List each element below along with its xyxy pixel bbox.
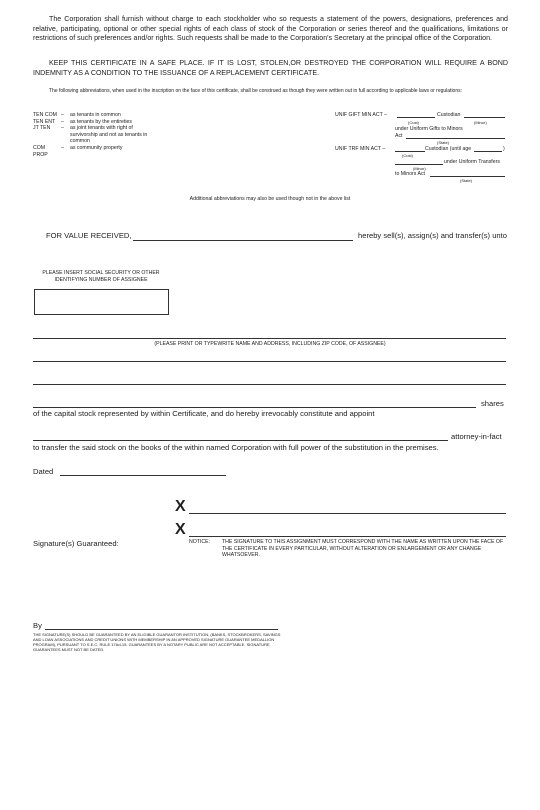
assignor-name-line[interactable] bbox=[133, 240, 353, 241]
utma-custodian-line[interactable] bbox=[395, 151, 425, 152]
ugma-cust-caption: (Cust) bbox=[408, 120, 419, 125]
abbreviation-text: as community property bbox=[70, 144, 123, 151]
abbreviation-key: JT TEN bbox=[33, 125, 51, 132]
attorney-in-fact-label: attorney-in-fact bbox=[451, 432, 502, 441]
abbreviation-text: as tenants in common bbox=[70, 112, 121, 118]
abbreviations-list bbox=[33, 112, 183, 158]
signature-line-2[interactable] bbox=[189, 536, 506, 537]
guarantee-footnote: THE SIGNATURE(S) SHOULD BE GUARANTEED BY AN ELIGIBLE GUARANTOR INSTITUTION, (BANKS, STOCKBROKERS, SAVINGS AND LOAN ASSOCIATIONS AND CREDIT UNIONS WITH MEMBERSHIP IN AN APPROVED SIGNATURE GUARANTEE MEDALLION PROGRAM), PURSUANT TO S.E.C. RULE 17Ad-15. GUARANTEES BY A NOTARY PUBLIC ARE NOT ACCEPTABLE. SIGNATURE GUARANTEES MUST NOT BE DATED. bbox=[33, 632, 281, 652]
utma-state-line[interactable] bbox=[430, 176, 505, 177]
utma-minor-line[interactable] bbox=[395, 164, 443, 165]
ugma-act-label: Act bbox=[395, 133, 403, 139]
utma-cust-caption: (Cust) bbox=[402, 153, 413, 158]
ugma-minor-line[interactable] bbox=[464, 117, 505, 118]
shares-label: shares bbox=[481, 399, 504, 408]
abbreviation-key: COM PROP bbox=[33, 144, 48, 158]
utma-label: UNIF TRF MIN ACT – bbox=[335, 146, 386, 152]
utma-close-paren: ) bbox=[503, 146, 505, 152]
by-label: By bbox=[33, 621, 42, 630]
signature-x-mark-2: X bbox=[175, 521, 186, 538]
abbreviation-row bbox=[33, 119, 183, 126]
date-line[interactable] bbox=[60, 475, 226, 476]
abbreviation-key: TEN ENT bbox=[33, 118, 56, 125]
for-value-received-label: FOR VALUE RECEIVED, bbox=[46, 231, 132, 240]
utma-state-caption: (State) bbox=[460, 178, 473, 183]
abbreviation-key: TEN COM bbox=[33, 112, 57, 118]
ugma-label: UNIF GIFT MIN ACT – bbox=[335, 112, 387, 118]
ugma-state-caption: (State) bbox=[437, 140, 450, 145]
capital-stock-text: of the capital stock represented by within Certificate, and do hereby irrevocably constitute and appoint bbox=[33, 409, 375, 418]
abbreviations-intro: The following abbreviations, when used in the inscription on the face of this certificate, shall be construed as though they were written out in full according to applicable laws or regulations: bbox=[49, 88, 463, 94]
abbreviation-row bbox=[33, 145, 183, 158]
ugma-minor-caption: (Minor) bbox=[474, 120, 487, 125]
utma-custodian-label: Custodian (until age bbox=[425, 146, 472, 152]
abbreviation-text: as joint tenants with right of survivorship and not as tenants in common bbox=[70, 125, 148, 145]
signature-x-mark-1: X bbox=[175, 498, 186, 515]
assignee-name-line[interactable] bbox=[33, 338, 506, 339]
stockholder-rights-paragraph: The Corporation shall furnish without charge to each stockholder who so requests a statement of the powers, designations, preferences and relative, participating, optional or other special rights of each class of stock of the Corporation or series thereof and the qualifications, limitations or restrictions of such preferences and/or rights. Such requests shall be made to the Corporation's Secretary at the principal office of the Corporation. bbox=[33, 15, 508, 43]
shares-number-line[interactable] bbox=[33, 407, 476, 408]
assignee-address-line-2[interactable] bbox=[33, 384, 506, 385]
additional-abbreviations-note: Additional abbreviations may also be used though not in the above list bbox=[189, 196, 351, 202]
ssn-label: PLEASE INSERT SOCIAL SECURITY OR OTHER IDENTIFYING NUMBER OF ASSIGNEE bbox=[42, 270, 160, 283]
ugma-custodian-label: Custodian bbox=[437, 112, 461, 118]
ugma-under-text: under Uniform Gifts to Minors bbox=[395, 126, 463, 132]
attorney-name-line[interactable] bbox=[33, 440, 448, 441]
ugma-state-line[interactable] bbox=[406, 138, 505, 139]
safe-place-warning: KEEP THIS CERTIFICATE IN A SAFE PLACE. IF IT IS LOST, STOLEN,OR DESTROYED THE CORPORATION WILL REQUIRE A BOND INDEMNITY AS A CONDITION TO THE ISSUANCE OF A REPLACEMENT CERTIFICATE. bbox=[33, 59, 508, 77]
assignee-address-line-1[interactable] bbox=[33, 361, 506, 362]
signatures-guaranteed-label: Signature(s) Guaranteed: bbox=[33, 539, 119, 548]
abbreviation-dash: – bbox=[61, 144, 64, 151]
abbreviation-row bbox=[33, 125, 183, 145]
abbreviation-dash: – bbox=[61, 125, 64, 132]
abbreviation-dash: – bbox=[61, 112, 64, 118]
notice-text: THE SIGNATURE TO THIS ASSIGNMENT MUST CORRESPOND WITH THE NAME AS WRITTEN UPON THE FACE OF THE CERTIFICATE IN EVERY PARTICULAR, WITHOUT ALTERATION OR ENLARGEMENT OR ANY CHANGE WHATSOEVER. bbox=[222, 539, 504, 559]
dated-label: Dated bbox=[33, 467, 54, 476]
notice-label: NOTICE: bbox=[189, 539, 211, 545]
utma-to-minors-label: to Minors Act bbox=[395, 171, 425, 177]
abbreviation-text: as tenants by the entireties bbox=[70, 118, 132, 125]
ugma-custodian-line[interactable] bbox=[397, 117, 435, 118]
sell-assign-transfer-label: hereby sell(s), assign(s) and transfer(s) unto bbox=[358, 231, 507, 240]
ssn-input-box[interactable] bbox=[34, 289, 169, 315]
utma-under-text: under Uniform Transfers bbox=[444, 159, 500, 165]
abbreviation-row bbox=[33, 112, 183, 119]
guarantor-signature-line[interactable] bbox=[45, 629, 278, 630]
signature-line-1[interactable] bbox=[189, 513, 506, 514]
utma-age-line[interactable] bbox=[474, 151, 502, 152]
print-name-note: (PLEASE PRINT OR TYPEWRITE NAME AND ADDRESS, INCLUDING ZIP CODE, OF ASSIGNEE) bbox=[154, 341, 386, 347]
utma-minor-caption: (Minor) bbox=[413, 166, 426, 171]
transfer-text: to transfer the said stock on the books of the within named Corporation with full power of the substitution in the premises. bbox=[33, 443, 439, 452]
abbreviation-dash: – bbox=[61, 118, 64, 125]
